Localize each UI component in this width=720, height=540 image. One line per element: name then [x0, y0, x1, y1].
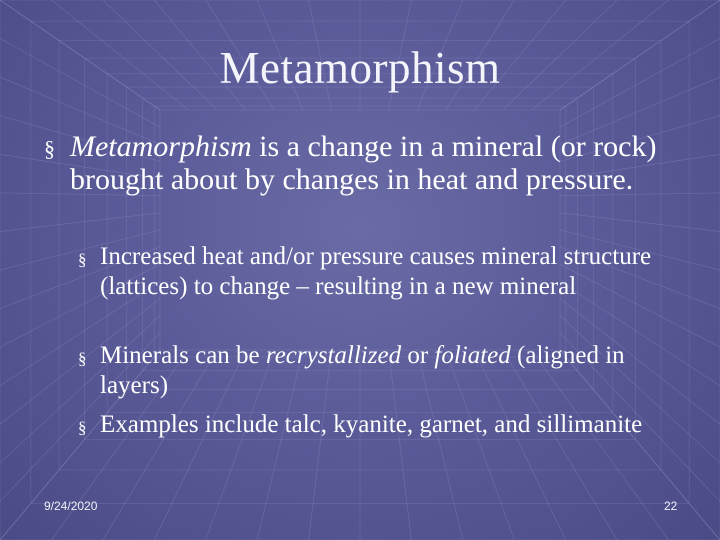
bullet-level2-1-text: Increased heat and/or pressure causes mineral structure (lattices) to change – resulting in a new mineral: [100, 243, 652, 300]
text-part: Minerals can be: [100, 342, 266, 369]
grid-line: [560, 213, 720, 232]
bullet-marker-icon: §: [78, 349, 87, 368]
bullet-level2-2: [78, 341, 678, 401]
bullet-level2-1: [78, 242, 678, 302]
bullet-level1-rest: is a change in a mineral (or rock) brought about by changes in heat and pressure.: [70, 130, 657, 196]
footer-page-number: 22: [664, 499, 678, 513]
bullet-level2-2-text: [100, 341, 678, 401]
emphasis-term: Metamorphism: [70, 130, 252, 163]
emphasis-term: recrystallized: [265, 342, 402, 369]
bullet-marker-icon: §: [78, 418, 87, 437]
bullet-level2-3-text: Examples include talc, kyanite, garnet, and sillimanite: [100, 411, 643, 438]
bullet-level2-3: [78, 410, 678, 440]
bullet-marker-icon: §: [44, 136, 55, 161]
emphasis-term: foliated: [434, 342, 511, 369]
footer-date: 9/24/2020: [44, 499, 98, 513]
text-part: (aligned in layers): [100, 342, 625, 399]
grid-line: [0, 213, 160, 232]
bullet-level1-text: [70, 130, 684, 196]
bullet-marker-icon: §: [78, 250, 87, 269]
bullet-level1: [44, 130, 684, 196]
text-part: or: [401, 342, 435, 369]
slide-title: Metamorphism: [219, 43, 501, 93]
